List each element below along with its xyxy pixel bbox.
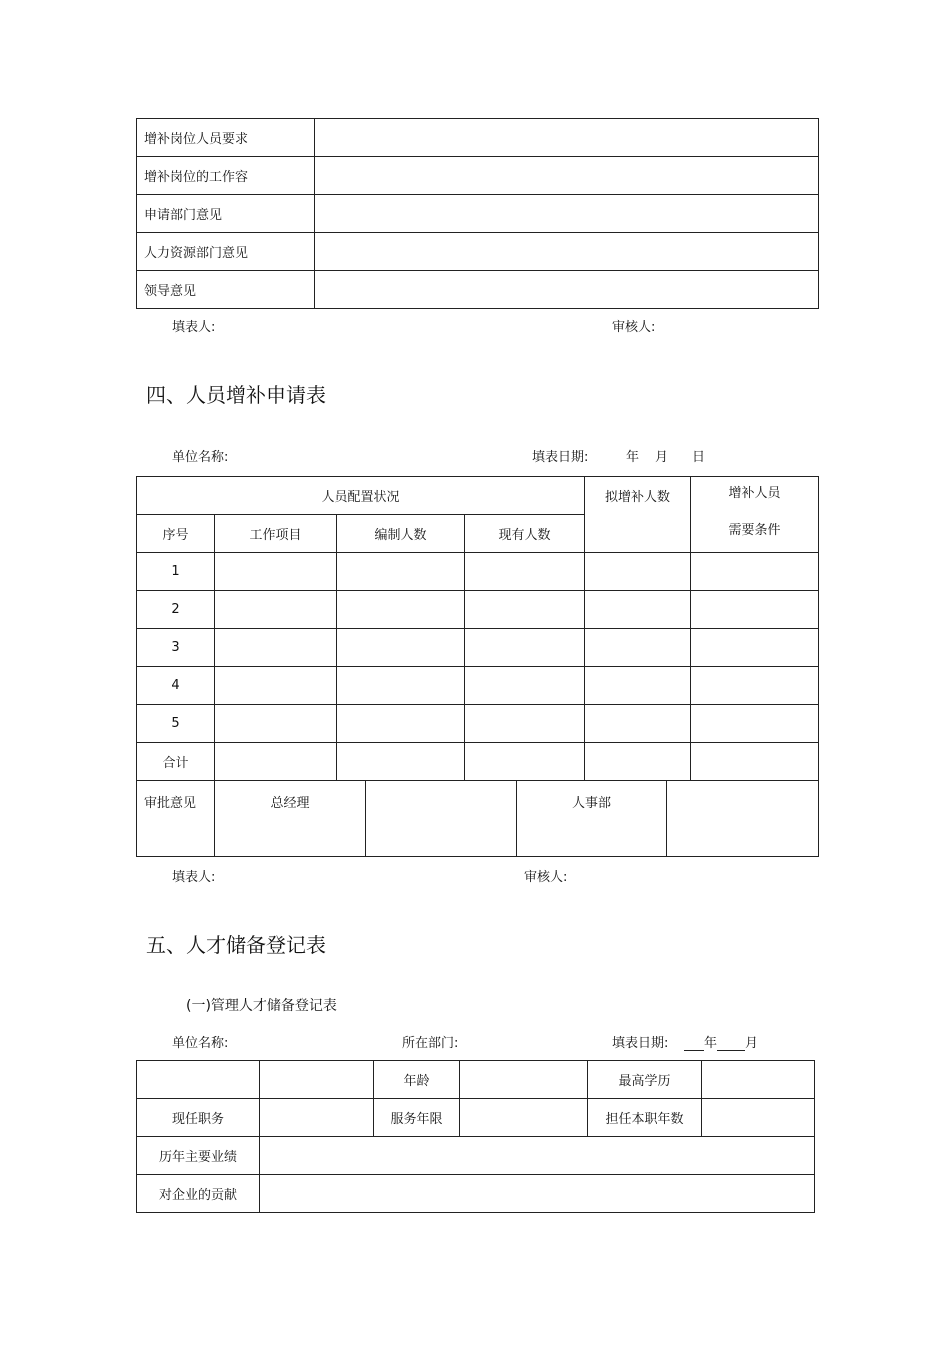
row-number: 4 bbox=[137, 667, 215, 705]
cell[interactable] bbox=[691, 705, 819, 743]
cell[interactable] bbox=[585, 629, 691, 667]
cell[interactable] bbox=[691, 553, 819, 591]
date-month: 月 bbox=[655, 450, 669, 465]
years-in-role-value-cell[interactable] bbox=[702, 1099, 815, 1137]
cell[interactable] bbox=[215, 629, 337, 667]
date-year: 年 bbox=[626, 450, 640, 465]
year-label: 年 bbox=[704, 1036, 718, 1051]
years-in-role-label: 担任本职年数 bbox=[588, 1099, 702, 1137]
name-label-cell bbox=[137, 1061, 260, 1099]
approval-table bbox=[136, 780, 819, 857]
age-value-cell[interactable] bbox=[460, 1061, 588, 1099]
reviewer-label: 审核人: bbox=[524, 870, 568, 885]
cell[interactable] bbox=[465, 743, 585, 781]
contribution-value-cell[interactable] bbox=[260, 1175, 815, 1213]
date-field[interactable] bbox=[684, 1032, 758, 1051]
section-title: 五、人才储备登记表 bbox=[146, 933, 326, 957]
filler-label: 填表人: bbox=[172, 320, 216, 335]
cell[interactable] bbox=[337, 743, 465, 781]
cell[interactable] bbox=[215, 743, 337, 781]
service-years-label: 服务年限 bbox=[374, 1099, 460, 1137]
value-cell[interactable] bbox=[315, 157, 819, 195]
row-label: 增补岗位的工作容 bbox=[137, 157, 315, 195]
cell[interactable] bbox=[215, 667, 337, 705]
col-header: 工作项目 bbox=[215, 515, 337, 553]
cell[interactable] bbox=[215, 553, 337, 591]
requirements-line2: 需要条件 bbox=[728, 523, 781, 538]
subsection-title: (一)管理人才储备登记表 bbox=[186, 998, 337, 1014]
cell[interactable] bbox=[585, 553, 691, 591]
gm-opinion-cell[interactable] bbox=[366, 781, 517, 857]
value-cell[interactable] bbox=[315, 233, 819, 271]
year-blank[interactable] bbox=[684, 1037, 704, 1051]
cell[interactable] bbox=[215, 591, 337, 629]
achievements-value-cell[interactable] bbox=[260, 1137, 815, 1175]
row-number: 5 bbox=[137, 705, 215, 743]
value-cell[interactable] bbox=[315, 195, 819, 233]
education-value-cell[interactable] bbox=[702, 1061, 815, 1099]
name-value-cell[interactable] bbox=[260, 1061, 374, 1099]
approval-label: 审批意见 bbox=[137, 781, 215, 857]
month-label: 月 bbox=[745, 1036, 759, 1051]
row-number: 1 bbox=[137, 553, 215, 591]
col-header: 序号 bbox=[137, 515, 215, 553]
row-label: 增补岗位人员要求 bbox=[137, 119, 315, 157]
row-label: 人力资源部门意见 bbox=[137, 233, 315, 271]
planned-count-header: 拟增补人数 bbox=[585, 477, 691, 553]
reviewer-label: 审核人: bbox=[612, 320, 656, 335]
unit-name-label: 单位名称: bbox=[172, 1036, 229, 1051]
section-title: 四、人员增补申请表 bbox=[146, 383, 326, 407]
cell[interactable] bbox=[337, 553, 465, 591]
staffing-request-table bbox=[136, 476, 819, 781]
filler-label: 填表人: bbox=[172, 870, 216, 885]
education-label: 最高学历 bbox=[588, 1061, 702, 1099]
cell[interactable] bbox=[465, 629, 585, 667]
age-label: 年龄 bbox=[374, 1061, 460, 1099]
cell[interactable] bbox=[465, 705, 585, 743]
requirements-line1: 增补人员 bbox=[728, 486, 781, 501]
cell[interactable] bbox=[585, 667, 691, 705]
cell[interactable] bbox=[337, 667, 465, 705]
service-years-value-cell[interactable] bbox=[460, 1099, 588, 1137]
cell[interactable] bbox=[337, 591, 465, 629]
position-value-cell[interactable] bbox=[260, 1099, 374, 1137]
cell[interactable] bbox=[691, 667, 819, 705]
position-requirements-table bbox=[136, 118, 819, 309]
hr-opinion-cell[interactable] bbox=[667, 781, 819, 857]
hr-label: 人事部 bbox=[517, 781, 667, 857]
cell[interactable] bbox=[691, 629, 819, 667]
config-header: 人员配置状况 bbox=[137, 477, 585, 515]
department-label: 所在部门: bbox=[402, 1036, 459, 1051]
col-header: 编制人数 bbox=[337, 515, 465, 553]
position-label: 现任职务 bbox=[137, 1099, 260, 1137]
requirements-header bbox=[691, 477, 819, 553]
row-label: 领导意见 bbox=[137, 271, 315, 309]
unit-name-label: 单位名称: bbox=[172, 450, 229, 465]
cell[interactable] bbox=[585, 591, 691, 629]
col-header: 现有人数 bbox=[465, 515, 585, 553]
gm-label: 总经理 bbox=[215, 781, 366, 857]
contribution-label: 对企业的贡献 bbox=[137, 1175, 260, 1213]
cell[interactable] bbox=[337, 629, 465, 667]
cell[interactable] bbox=[337, 705, 465, 743]
cell[interactable] bbox=[585, 743, 691, 781]
cell[interactable] bbox=[465, 553, 585, 591]
cell[interactable] bbox=[215, 705, 337, 743]
row-number: 3 bbox=[137, 629, 215, 667]
value-cell[interactable] bbox=[315, 119, 819, 157]
cell[interactable] bbox=[465, 667, 585, 705]
talent-reserve-table bbox=[136, 1060, 815, 1213]
row-label: 申请部门意见 bbox=[137, 195, 315, 233]
fill-date-label: 填表日期: bbox=[532, 450, 589, 465]
month-blank[interactable] bbox=[717, 1037, 745, 1051]
value-cell[interactable] bbox=[315, 271, 819, 309]
achievements-label: 历年主要业绩 bbox=[137, 1137, 260, 1175]
total-label: 合计 bbox=[137, 743, 215, 781]
cell[interactable] bbox=[465, 591, 585, 629]
cell[interactable] bbox=[585, 705, 691, 743]
cell[interactable] bbox=[691, 743, 819, 781]
row-number: 2 bbox=[137, 591, 215, 629]
cell[interactable] bbox=[691, 591, 819, 629]
date-day: 日 bbox=[692, 450, 706, 465]
fill-date-label: 填表日期: bbox=[612, 1036, 669, 1051]
